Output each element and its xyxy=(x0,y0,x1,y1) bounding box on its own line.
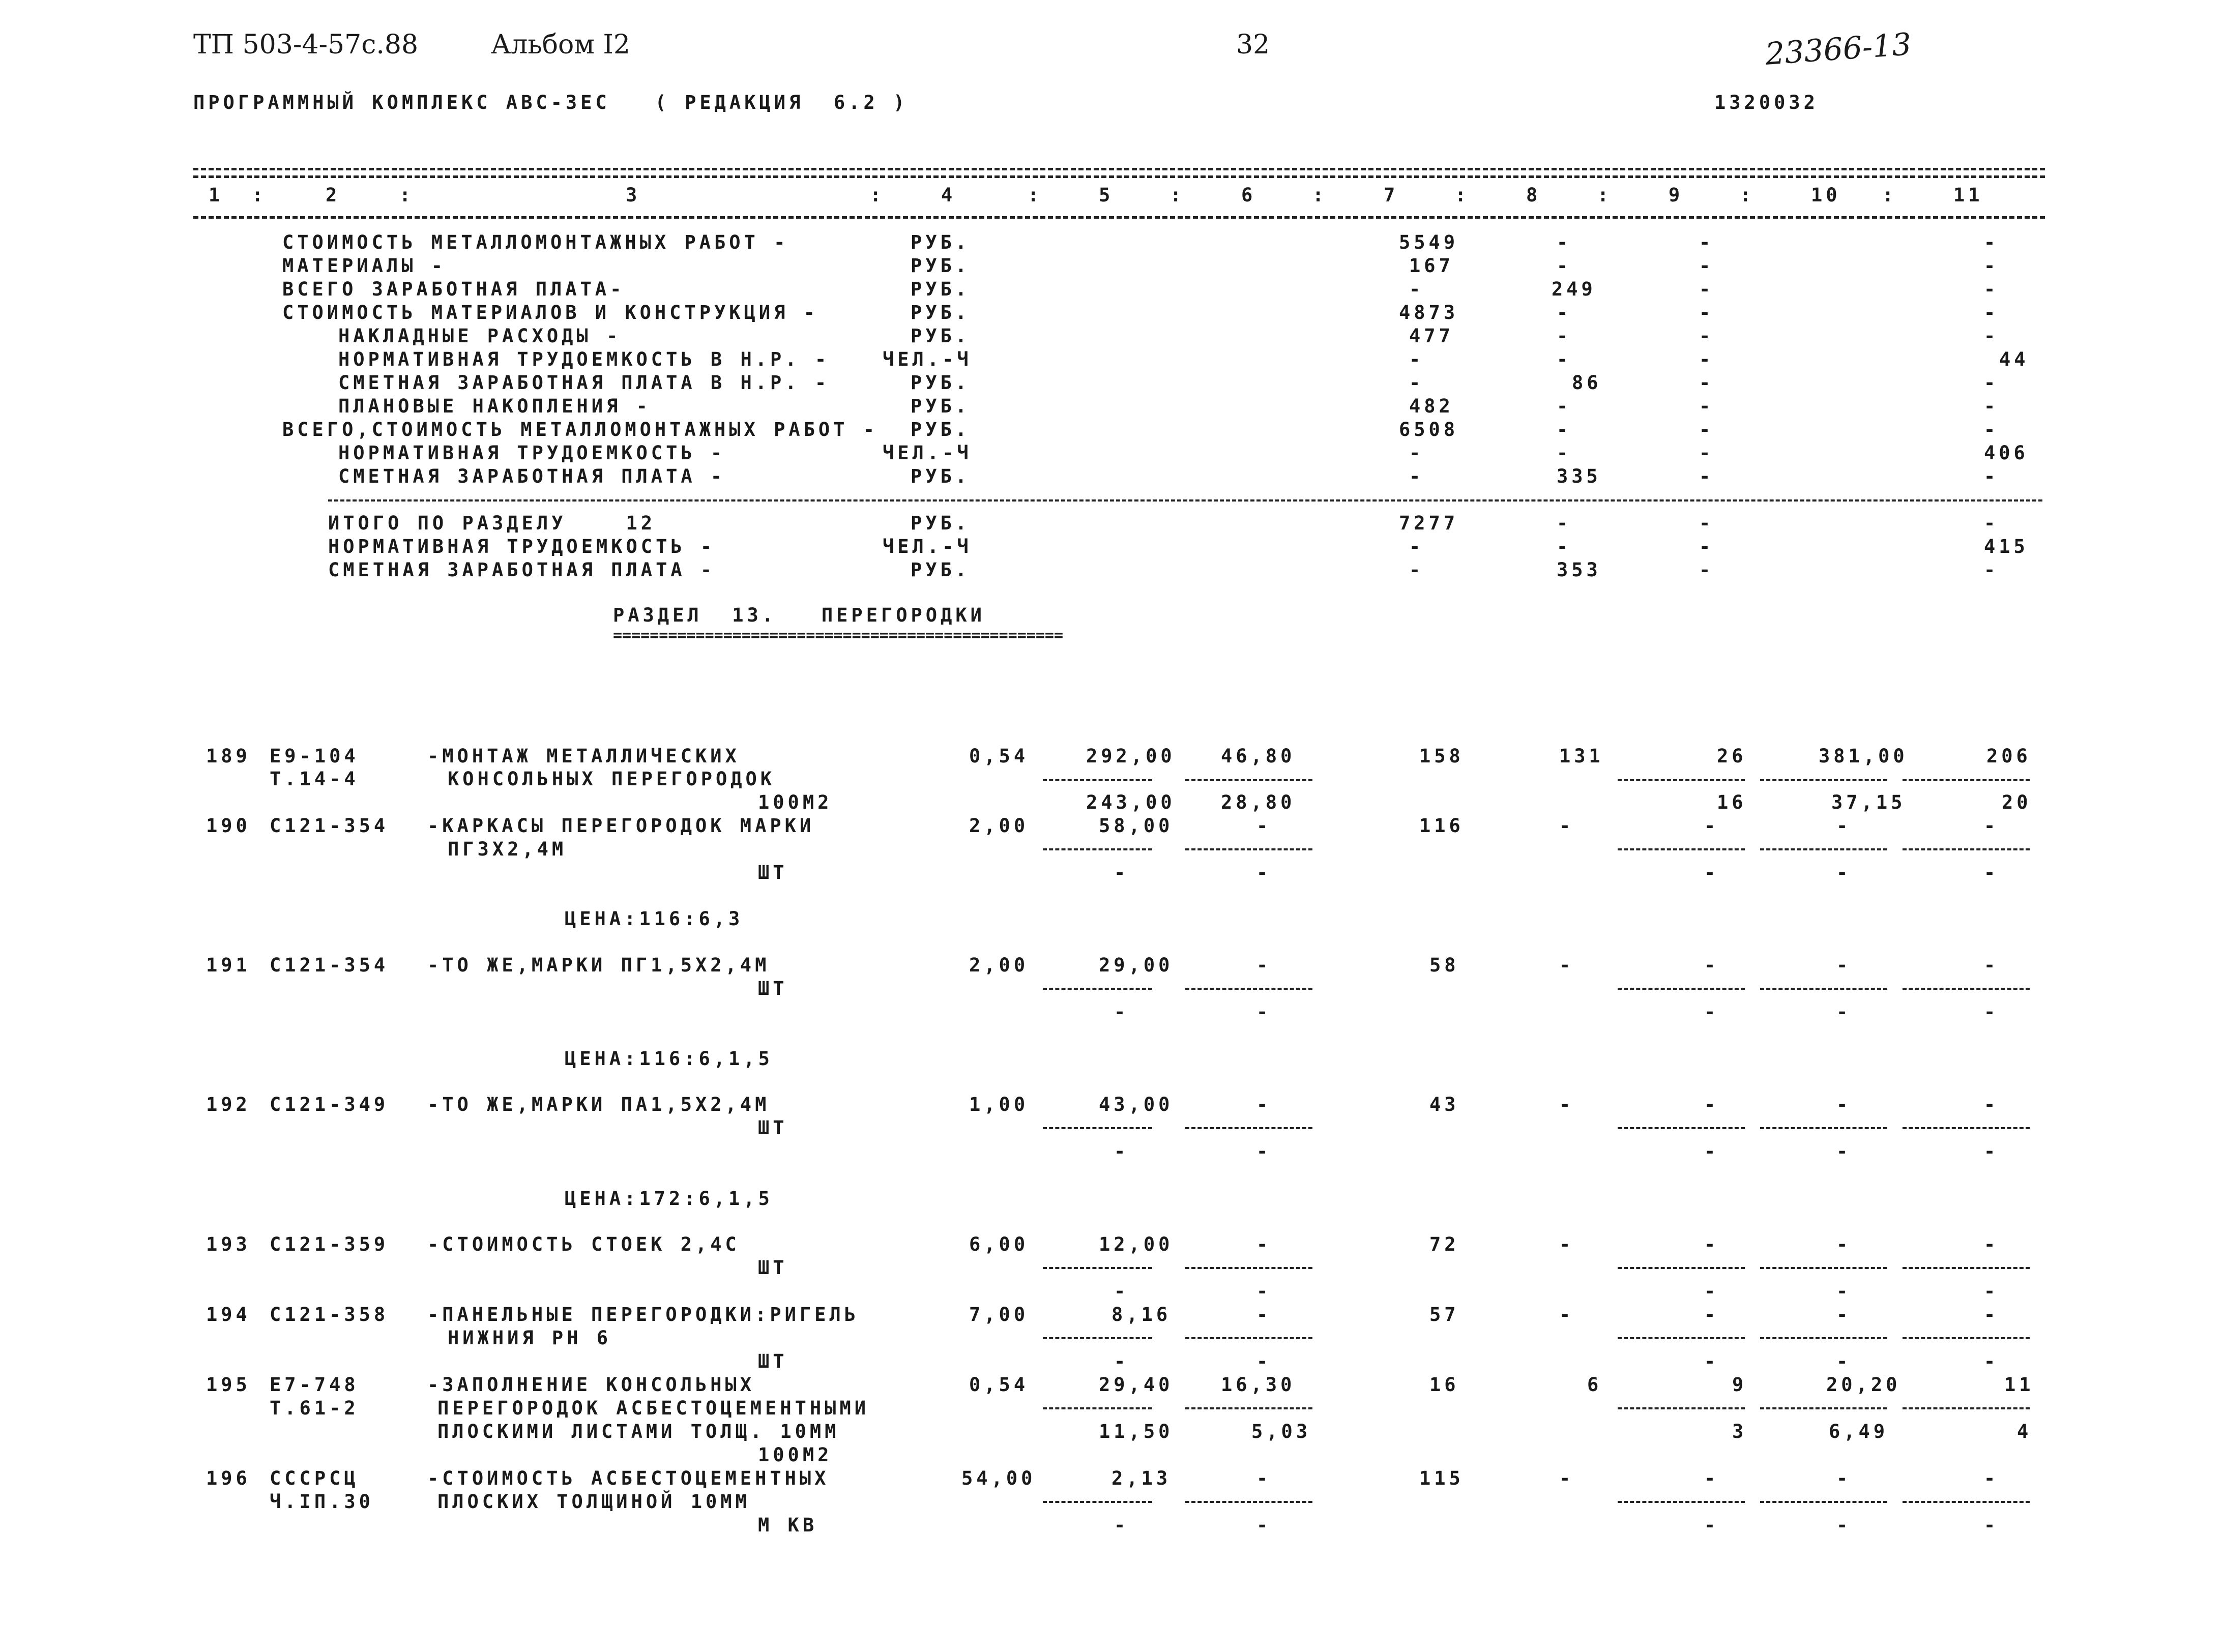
header-bottom-rule xyxy=(193,216,2045,219)
page-number: 32 xyxy=(1236,29,1270,60)
album-label: Альбом I2 xyxy=(491,29,630,60)
header-top-rule-2 xyxy=(193,175,2045,178)
program-code: 1320032 xyxy=(1714,92,1819,113)
document-page: ТП 503-4-57с.88 Альбом I2 32 23366-13 ПРОГРАММНЫЙ КОМПЛЕКС АВС-3ЕС ( РЕДАКЦИЯ 6.2 ) 1320032 1 : 2 : 3 : 4 : 5 : 6 : 7 : 8 : 9 : 10 : 11 СТОИМОСТЬ МЕТАЛЛОМОНТАЖНЫХ РАБОТ - РУБ. 5549 - - - МАТЕРИАЛЫ - РУБ. 167 - - - ВСЕГО ЗАРАБОТНАЯ ПЛАТА- РУБ. - 249 - - СТОИМОСТЬ МАТЕРИАЛОВ И КОНСТРУКЦИЯ - РУБ. 4873 - - - НАКЛАДНЫЕ РАСХОДЫ - РУБ. 477 - - - НОРМАТИВНАЯ ТРУДОЕМКОСТЬ В Н.Р. - ЧЕЛ.-Ч - - - 44 СМЕТНАЯ ЗАРАБОТНАЯ ПЛАТА В Н.Р. - РУБ. - 86 - - ПЛАНОВЫЕ НАКОПЛЕНИЯ - РУБ. 482 - - - ВСЕГО,СТОИМОСТЬ МЕТАЛЛОМОНТАЖНЫХ РАБОТ - РУБ. 6508 - - - НОРМАТИВНАЯ ТРУДОЕМКОСТЬ - ЧЕЛ.-Ч - - - 406 СМЕТНАЯ ЗАРАБОТНАЯ ПЛАТА - РУБ. - 335 - - ИТОГО ПО РАЗДЕЛУ 12 РУБ. 7277 - - - НОРМАТИВНАЯ ТРУДОЕМКОСТЬ - ЧЕЛ.-Ч - - - 415 СМЕТНАЯ ЗАРАБОТНАЯ ПЛАТА - РУБ. - 353 - - РАЗДЕЛ 13. ПЕРЕГОРОДКИ ================================================= 189 Е9-104 Т.14-4 -МОНТАЖ МЕТАЛЛИЧЕСКИХ КОНСОЛЬНЫХ ПЕРЕГОРОДОК 100М2 0,54 292,00 46,80 158 131 26 381,00 206 243,00 28,80 16 37,15 20 190 С121-354 -КАРКАСЫ ПЕРЕГОРОДОК МАРКИ ПГ3Х2,4М ШТ 2,00 58,00 - 116 - - - - - - - - - ЦЕНА:116:6,3 191 С121-354 -ТО ЖЕ,МАРКИ ПГ1,5Х2,4М ШТ 2,00 29,00 - 58 - - - - - - - - - ЦЕНА:116:6,1,5 192 С121-349 -ТО ЖЕ,МАРКИ ПА1,5Х2,4М ШТ 1,00 43,00 - 43 - - - - - - - - - ЦЕНА:172:6,1,5 193 С121-359 -СТОИМОСТЬ СТОЕК 2,4С ШТ 6,00 12,00 - 72 - - - - - - - - - 194 С121-358 -ПАНЕЛЬНЫЕ ПЕРЕГОРОДКИ:РИГЕЛЬ НИЖНИЯ РН 6 ШТ 7,00 8,16 - 57 - - - - - - - - - 195 Е7-748 Т.61-2 -ЗАПОЛНЕНИЕ КОНСОЛЬНЫХ ПЕРЕГОРОДОК АСБЕСТОЦЕМЕНТНЫМИ ПЛОСКИМИ ЛИСТАМИ ТОЛЩ. 10ММ 100М2 0,54 29,40 16,30 16 6 9 20,20 11 11,50 5,03 3 6,49 4 196 СССРСЦ Ч.IП.30 -СТОИМОСТЬ АСБЕСТОЦЕМЕНТНЫХ ПЛОСКИХ ТОЛЩИНОЙ 10ММ М КВ 54,00 2,13 - 115 - - - - - - - - - xyxy=(0,0,2223,1652)
section-underline: ================================================= xyxy=(613,627,1064,644)
program-title: ПРОГРАММНЫЙ КОМПЛЕКС АВС-3ЕС ( РЕДАКЦИЯ 6.2 ) xyxy=(193,92,909,113)
handwritten-number: 23366-13 xyxy=(1764,26,1913,72)
totals-rule xyxy=(328,499,2042,501)
section-title: РАЗДЕЛ 13. ПЕРЕГОРОДКИ xyxy=(613,604,985,626)
doc-code: ТП 503-4-57с.88 xyxy=(193,29,419,60)
header-top-rule xyxy=(193,168,2045,170)
